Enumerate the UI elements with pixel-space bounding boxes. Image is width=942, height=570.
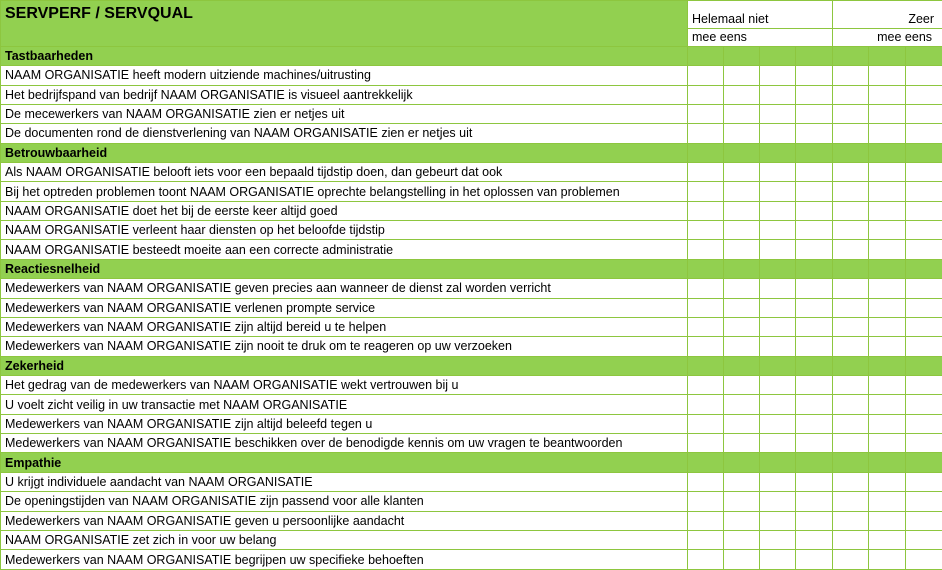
rating-cell[interactable] — [724, 298, 760, 317]
rating-cell[interactable] — [724, 279, 760, 298]
rating-cell[interactable] — [724, 221, 760, 240]
question-text: NAAM ORGANISATIE verleent haar diensten op het beloofde tijdstip — [1, 221, 688, 240]
rating-cell[interactable] — [724, 472, 760, 491]
section-header-cell — [688, 356, 724, 375]
rating-cell[interactable] — [869, 124, 906, 143]
question-row — [1, 492, 942, 511]
section-header-cell — [760, 453, 796, 472]
rating-cell[interactable] — [688, 550, 724, 570]
rating-cell[interactable] — [796, 182, 833, 201]
section-header-cell — [833, 143, 869, 162]
section-header-cell — [906, 143, 942, 162]
rating-cell[interactable] — [906, 550, 942, 570]
rating-cell[interactable] — [833, 66, 869, 85]
rating-cell[interactable] — [796, 221, 833, 240]
rating-cell[interactable] — [688, 279, 724, 298]
rating-cell[interactable] — [796, 298, 833, 317]
section-header-cell — [796, 453, 833, 472]
rating-cell[interactable] — [869, 434, 906, 453]
rating-cell[interactable] — [869, 279, 906, 298]
rating-cell[interactable] — [869, 395, 906, 414]
section-header-row — [1, 46, 942, 65]
rating-cell[interactable] — [760, 550, 796, 570]
rating-cell[interactable] — [906, 221, 942, 240]
scale-right-label-line2: mee eens — [833, 28, 942, 46]
question-row — [1, 434, 942, 453]
rating-cell[interactable] — [760, 434, 796, 453]
section-header-cell — [796, 143, 833, 162]
rating-cell[interactable] — [688, 201, 724, 220]
question-row — [1, 221, 942, 240]
rating-cell[interactable] — [760, 104, 796, 123]
question-row — [1, 472, 942, 491]
section-header-cell — [760, 143, 796, 162]
question-row — [1, 414, 942, 433]
rating-cell[interactable] — [906, 375, 942, 394]
section-header-cell — [688, 143, 724, 162]
rating-cell[interactable] — [760, 375, 796, 394]
question-row — [1, 85, 942, 104]
section-title: Betrouwbaarheid — [1, 143, 688, 162]
question-text: Medewerkers van NAAM ORGANISATIE geven u persoonlijke aandacht — [1, 511, 688, 530]
rating-cell[interactable] — [869, 317, 906, 336]
rating-cell[interactable] — [796, 472, 833, 491]
rating-cell[interactable] — [906, 414, 942, 433]
sheet-title: SERVPERF / SERVQUAL — [1, 1, 688, 47]
section-header-cell — [760, 259, 796, 278]
section-header-cell — [796, 46, 833, 65]
question-row — [1, 511, 942, 530]
rating-cell[interactable] — [906, 472, 942, 491]
rating-cell[interactable] — [724, 434, 760, 453]
rating-cell[interactable] — [869, 104, 906, 123]
rating-cell[interactable] — [724, 124, 760, 143]
rating-cell[interactable] — [833, 221, 869, 240]
rating-cell[interactable] — [688, 395, 724, 414]
rating-cell[interactable] — [724, 511, 760, 530]
question-row — [1, 317, 942, 336]
rating-cell[interactable] — [724, 240, 760, 259]
question-row — [1, 66, 942, 85]
section-header-cell — [724, 143, 760, 162]
section-title: Empathie — [1, 453, 688, 472]
rating-cell[interactable] — [760, 395, 796, 414]
rating-cell[interactable] — [688, 375, 724, 394]
question-row — [1, 182, 942, 201]
question-row — [1, 240, 942, 259]
rating-cell[interactable] — [688, 85, 724, 104]
rating-cell[interactable] — [906, 395, 942, 414]
rating-cell[interactable] — [760, 492, 796, 511]
rating-cell[interactable] — [833, 550, 869, 570]
question-row — [1, 395, 942, 414]
rating-cell[interactable] — [724, 201, 760, 220]
question-text: Medewerkers van NAAM ORGANISATIE verlenen prompte service — [1, 298, 688, 317]
rating-cell[interactable] — [688, 511, 724, 530]
question-row — [1, 375, 942, 394]
rating-cell[interactable] — [688, 530, 724, 549]
rating-cell[interactable] — [833, 530, 869, 549]
rating-cell[interactable] — [796, 201, 833, 220]
section-header-cell — [688, 259, 724, 278]
question-text: Medewerkers van NAAM ORGANISATIE begrijpen uw specifieke behoeften — [1, 550, 688, 570]
question-row — [1, 530, 942, 549]
question-text: NAAM ORGANISATIE zet zich in voor uw belang — [1, 530, 688, 549]
rating-cell[interactable] — [796, 375, 833, 394]
rating-cell[interactable] — [796, 434, 833, 453]
rating-cell[interactable] — [688, 492, 724, 511]
scale-left-label: Helemaal niet — [688, 1, 833, 29]
rating-cell[interactable] — [869, 298, 906, 317]
section-header-cell — [796, 356, 833, 375]
section-header-cell — [906, 259, 942, 278]
rating-cell[interactable] — [688, 337, 724, 356]
rating-cell[interactable] — [724, 317, 760, 336]
rating-cell[interactable] — [688, 298, 724, 317]
rating-cell[interactable] — [688, 472, 724, 491]
rating-cell[interactable] — [724, 530, 760, 549]
question-row — [1, 124, 942, 143]
question-row — [1, 163, 942, 182]
rating-cell[interactable] — [688, 124, 724, 143]
section-header-cell — [833, 259, 869, 278]
section-header-cell — [760, 356, 796, 375]
rating-cell[interactable] — [724, 85, 760, 104]
section-header-cell — [869, 143, 906, 162]
question-text: NAAM ORGANISATIE doet het bij de eerste keer altijd goed — [1, 201, 688, 220]
section-title: Tastbaarheden — [1, 46, 688, 65]
rating-cell[interactable] — [760, 163, 796, 182]
question-text: Het bedrijfspand van bedrijf NAAM ORGANISATIE is visueel aantrekkelijk — [1, 85, 688, 104]
rating-cell[interactable] — [906, 511, 942, 530]
section-header-cell — [724, 453, 760, 472]
rating-cell[interactable] — [869, 472, 906, 491]
rating-cell[interactable] — [906, 434, 942, 453]
question-text: NAAM ORGANISATIE besteedt moeite aan een correcte administratie — [1, 240, 688, 259]
section-header-cell — [833, 453, 869, 472]
section-title: Reactiesnelheid — [1, 259, 688, 278]
question-text: U krijgt individuele aandacht van NAAM ORGANISATIE — [1, 472, 688, 491]
question-text: Medewerkers van NAAM ORGANISATIE zijn altijd bereid u te helpen — [1, 317, 688, 336]
section-header-cell — [688, 46, 724, 65]
rating-cell[interactable] — [869, 337, 906, 356]
rating-cell[interactable] — [724, 337, 760, 356]
question-row — [1, 550, 942, 570]
section-header-row — [1, 356, 942, 375]
rating-cell[interactable] — [906, 182, 942, 201]
rating-cell[interactable] — [688, 66, 724, 85]
section-header-cell — [869, 356, 906, 375]
question-row — [1, 279, 942, 298]
section-header-cell — [869, 453, 906, 472]
rating-cell[interactable] — [760, 317, 796, 336]
rating-cell[interactable] — [796, 240, 833, 259]
rating-cell[interactable] — [760, 530, 796, 549]
rating-cell[interactable] — [833, 85, 869, 104]
rating-cell[interactable] — [833, 337, 869, 356]
section-header-cell — [760, 46, 796, 65]
rating-cell[interactable] — [833, 414, 869, 433]
rating-cell[interactable] — [760, 124, 796, 143]
rating-cell[interactable] — [760, 337, 796, 356]
question-text: NAAM ORGANISATIE heeft modern uitziende machines/uitrusting — [1, 66, 688, 85]
rating-cell[interactable] — [724, 395, 760, 414]
rating-cell[interactable] — [796, 492, 833, 511]
rating-cell[interactable] — [688, 182, 724, 201]
rating-cell[interactable] — [724, 550, 760, 570]
rating-cell[interactable] — [724, 66, 760, 85]
section-header-cell — [833, 356, 869, 375]
rating-cell[interactable] — [796, 511, 833, 530]
rating-cell[interactable] — [796, 279, 833, 298]
question-text: Als NAAM ORGANISATIE belooft iets voor een bepaald tijdstip doen, dan gebeurt dat ook — [1, 163, 688, 182]
rating-cell[interactable] — [869, 66, 906, 85]
rating-cell[interactable] — [906, 85, 942, 104]
question-text: U voelt zicht veilig in uw transactie met NAAM ORGANISATIE — [1, 395, 688, 414]
rating-cell[interactable] — [796, 104, 833, 123]
rating-cell[interactable] — [906, 240, 942, 259]
rating-cell[interactable] — [796, 395, 833, 414]
question-text: Medewerkers van NAAM ORGANISATIE zijn nooit te druk om te reageren op uw verzoeken — [1, 337, 688, 356]
question-text: Medewerkers van NAAM ORGANISATIE zijn altijd beleefd tegen u — [1, 414, 688, 433]
rating-cell[interactable] — [869, 375, 906, 394]
section-header-cell — [724, 259, 760, 278]
section-title: Zekerheid — [1, 356, 688, 375]
rating-cell[interactable] — [869, 492, 906, 511]
question-row — [1, 337, 942, 356]
question-text: De openingstijden van NAAM ORGANISATIE zijn passend voor alle klanten — [1, 492, 688, 511]
rating-cell[interactable] — [906, 337, 942, 356]
rating-cell[interactable] — [869, 550, 906, 570]
scale-left-label-line2: mee eens — [688, 28, 833, 46]
rating-cell[interactable] — [724, 104, 760, 123]
rating-cell[interactable] — [760, 66, 796, 85]
rating-cell[interactable] — [833, 104, 869, 123]
section-header-cell — [906, 46, 942, 65]
rating-cell[interactable] — [833, 298, 869, 317]
rating-cell[interactable] — [833, 317, 869, 336]
section-header-cell — [724, 356, 760, 375]
question-text: De mecewerkers van NAAM ORGANISATIE zien er netjes uit — [1, 104, 688, 123]
section-header-cell — [833, 46, 869, 65]
rating-cell[interactable] — [688, 104, 724, 123]
section-header-cell — [869, 46, 906, 65]
rating-cell[interactable] — [869, 182, 906, 201]
rating-cell[interactable] — [760, 472, 796, 491]
rating-cell[interactable] — [869, 221, 906, 240]
rating-cell[interactable] — [796, 66, 833, 85]
rating-cell[interactable] — [796, 124, 833, 143]
rating-cell[interactable] — [869, 85, 906, 104]
section-header-row — [1, 143, 942, 162]
rating-cell[interactable] — [724, 375, 760, 394]
rating-cell[interactable] — [760, 240, 796, 259]
rating-cell[interactable] — [833, 395, 869, 414]
section-header-cell — [724, 46, 760, 65]
rating-cell[interactable] — [869, 240, 906, 259]
rating-cell[interactable] — [688, 163, 724, 182]
rating-cell[interactable] — [796, 530, 833, 549]
question-text: De documenten rond de dienstverlening van NAAM ORGANISATIE zien er netjes uit — [1, 124, 688, 143]
rating-cell[interactable] — [906, 298, 942, 317]
rating-cell[interactable] — [906, 201, 942, 220]
rating-cell[interactable] — [688, 414, 724, 433]
rating-cell[interactable] — [760, 511, 796, 530]
question-row — [1, 298, 942, 317]
rating-cell[interactable] — [833, 472, 869, 491]
rating-cell[interactable] — [724, 182, 760, 201]
rating-cell[interactable] — [760, 279, 796, 298]
rating-cell[interactable] — [833, 434, 869, 453]
rating-cell[interactable] — [869, 530, 906, 549]
question-row — [1, 104, 942, 123]
rating-cell[interactable] — [906, 530, 942, 549]
rating-cell[interactable] — [760, 221, 796, 240]
rating-cell[interactable] — [796, 337, 833, 356]
section-header-cell — [906, 356, 942, 375]
rating-cell[interactable] — [833, 182, 869, 201]
rating-cell[interactable] — [688, 240, 724, 259]
rating-cell[interactable] — [724, 492, 760, 511]
rating-cell[interactable] — [906, 124, 942, 143]
rating-cell[interactable] — [688, 317, 724, 336]
rating-cell[interactable] — [760, 201, 796, 220]
rating-cell[interactable] — [833, 279, 869, 298]
rating-cell[interactable] — [833, 240, 869, 259]
rating-cell[interactable] — [796, 414, 833, 433]
rating-cell[interactable] — [833, 201, 869, 220]
rating-cell[interactable] — [760, 298, 796, 317]
section-header-cell — [869, 259, 906, 278]
rating-cell[interactable] — [906, 66, 942, 85]
rating-cell[interactable] — [796, 85, 833, 104]
rating-cell[interactable] — [833, 511, 869, 530]
question-text: Medewerkers van NAAM ORGANISATIE geven precies aan wanneer de dienst zal worden verricht — [1, 279, 688, 298]
rating-cell[interactable] — [796, 550, 833, 570]
rating-cell[interactable] — [869, 511, 906, 530]
question-row — [1, 201, 942, 220]
rating-cell[interactable] — [833, 375, 869, 394]
rating-cell[interactable] — [760, 85, 796, 104]
rating-cell[interactable] — [869, 201, 906, 220]
question-text: Bij het optreden problemen toont NAAM ORGANISATIE oprechte belangstelling in het oplossen van problemen — [1, 182, 688, 201]
rating-cell[interactable] — [760, 182, 796, 201]
rating-cell[interactable] — [796, 317, 833, 336]
rating-cell[interactable] — [906, 104, 942, 123]
rating-cell[interactable] — [688, 434, 724, 453]
scale-right-label: Zeer — [833, 1, 942, 29]
rating-cell[interactable] — [760, 414, 796, 433]
rating-cell[interactable] — [833, 124, 869, 143]
rating-cell[interactable] — [906, 492, 942, 511]
rating-cell[interactable] — [833, 163, 869, 182]
rating-cell[interactable] — [869, 414, 906, 433]
rating-cell[interactable] — [906, 163, 942, 182]
rating-cell[interactable] — [906, 279, 942, 298]
rating-cell[interactable] — [869, 163, 906, 182]
rating-cell[interactable] — [906, 317, 942, 336]
question-text: Medewerkers van NAAM ORGANISATIE beschikken over de benodigde kennis om uw vragen te beantwoorden — [1, 434, 688, 453]
section-header-cell — [796, 259, 833, 278]
section-header-cell — [906, 453, 942, 472]
rating-cell[interactable] — [796, 163, 833, 182]
rating-cell[interactable] — [724, 163, 760, 182]
rating-cell[interactable] — [724, 414, 760, 433]
section-header-cell — [688, 453, 724, 472]
section-header-row — [1, 259, 942, 278]
rating-cell[interactable] — [833, 492, 869, 511]
rating-cell[interactable] — [688, 221, 724, 240]
question-text: Het gedrag van de medewerkers van NAAM ORGANISATIE wekt vertrouwen bij u — [1, 375, 688, 394]
section-header-row — [1, 453, 942, 472]
